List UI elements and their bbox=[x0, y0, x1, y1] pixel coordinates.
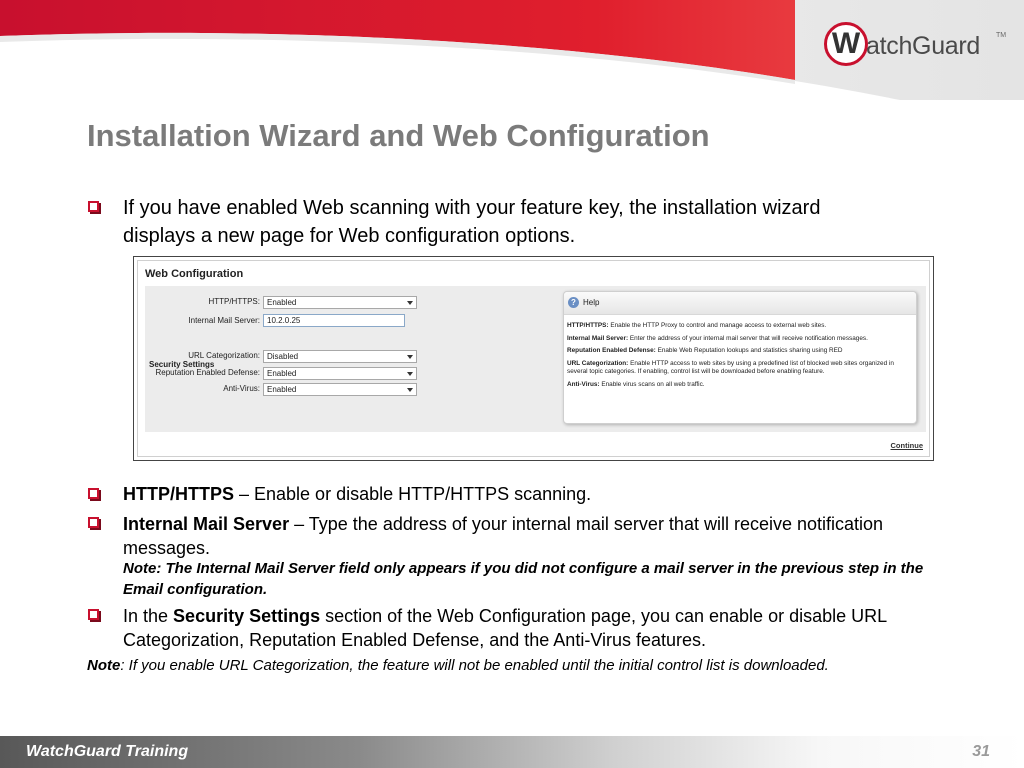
bullet-internal-mail-server bbox=[123, 512, 953, 560]
note-label: Note bbox=[87, 657, 121, 674]
http-https-select[interactable] bbox=[263, 296, 417, 309]
page-number: 31 bbox=[972, 743, 990, 760]
footer-training-label: WatchGuard Training bbox=[26, 743, 189, 760]
anti-virus-select[interactable] bbox=[263, 383, 417, 396]
help-item-url: URL Categorization: Enable HTTP access to web sites by using a predefined list of blocked web sites organized in several topic categories. If enabling, control list will be downloaded before enabling feature. bbox=[567, 359, 894, 376]
bullet-pre: In the bbox=[123, 606, 174, 626]
help-item-av: Anti-Virus: Enable virus scans on all web traffic. bbox=[567, 380, 705, 388]
bullet-term: Internal Mail Server bbox=[123, 514, 290, 534]
url-categorization-select[interactable] bbox=[263, 350, 417, 363]
continue-link[interactable]: Continue bbox=[890, 441, 923, 450]
reputation-defense-select[interactable] bbox=[263, 367, 417, 380]
intro-paragraph bbox=[123, 194, 943, 250]
bullet-icon bbox=[88, 609, 99, 620]
help-item-mail: Internal Mail Server: Enter the address of your internal mail server that will receive notification messages. bbox=[567, 334, 868, 342]
slide-title: Installation Wizard and Web Configuration bbox=[87, 118, 710, 153]
help-header bbox=[564, 292, 916, 315]
web-configuration-screenshot bbox=[133, 256, 934, 461]
watchguard-logo bbox=[808, 10, 1008, 80]
help-icon: ? bbox=[568, 297, 579, 308]
bullet-desc: section of the Web Configuration page, you can enable or disable URL Categorization, Reputation Enabled Defense, and the Anti-Virus features. bbox=[123, 606, 887, 650]
reputation-defense-label: Reputation Enabled Defense: bbox=[155, 368, 260, 377]
chevron-down-icon bbox=[407, 372, 413, 376]
intro-line-2: displays a new page for Web configuration options. bbox=[123, 225, 576, 247]
anti-virus-value: Enabled bbox=[267, 385, 297, 394]
anti-virus-label: Anti-Virus: bbox=[223, 384, 260, 393]
bullet-term: Security Settings bbox=[173, 606, 321, 626]
note-text: : If you enable URL Categorization, the feature will not be enabled until the initial control list is downloaded. bbox=[120, 657, 829, 674]
chevron-down-icon bbox=[407, 301, 413, 305]
bullet-icon bbox=[88, 517, 99, 528]
mail-server-value: 10.2.0.25 bbox=[267, 316, 301, 325]
http-label: HTTP/HTTPS: bbox=[208, 297, 260, 306]
bullet-desc: – Enable or disable HTTP/HTTPS scanning. bbox=[234, 484, 592, 504]
mail-server-note: Note: The Internal Mail Server field only appears if you did not configure a mail server in the previous step in the Email configuration. bbox=[123, 560, 924, 598]
reputation-defense-value: Enabled bbox=[267, 369, 297, 378]
bullet-icon bbox=[88, 201, 99, 212]
screenshot-frame bbox=[137, 260, 930, 457]
help-title: Help bbox=[583, 298, 600, 307]
bullet-desc: – Type the address of your internal mail server that will receive notification messages. bbox=[123, 514, 884, 558]
security-settings-heading: Security Settings bbox=[149, 360, 215, 369]
logo-wordmark: atchGuard bbox=[866, 32, 981, 60]
bullet-icon bbox=[88, 488, 99, 499]
help-item-red: Reputation Enabled Defense: Enable Web Reputation lookups and statistics sharing using RED bbox=[567, 347, 843, 355]
mail-server-label: Internal Mail Server: bbox=[188, 316, 260, 325]
help-panel bbox=[563, 291, 917, 424]
intro-line-1: If you have enabled Web scanning with your feature key, the installation wizard bbox=[123, 197, 821, 219]
chevron-down-icon bbox=[407, 355, 413, 359]
http-https-value: Enabled bbox=[267, 298, 297, 307]
final-note bbox=[87, 656, 987, 676]
logo-mark-icon bbox=[824, 22, 868, 66]
chevron-down-icon bbox=[407, 388, 413, 392]
bullet-security-settings bbox=[123, 604, 953, 652]
bullet-http-https bbox=[123, 483, 943, 505]
settings-panel bbox=[145, 286, 926, 432]
logo-trademark: TM bbox=[996, 32, 1007, 39]
web-configuration-title: Web Configuration bbox=[145, 268, 244, 280]
logo-letter: W bbox=[831, 27, 861, 60]
url-categorization-value: Disabled bbox=[267, 352, 299, 361]
url-categorization-label: URL Categorization: bbox=[188, 351, 260, 360]
help-body bbox=[567, 322, 913, 394]
bullet-term: HTTP/HTTPS bbox=[123, 484, 234, 504]
mail-server-input[interactable] bbox=[263, 314, 405, 327]
help-item-http: HTTP/HTTPS: Enable the HTTP Proxy to control and manage access to external web sites. bbox=[567, 322, 827, 329]
